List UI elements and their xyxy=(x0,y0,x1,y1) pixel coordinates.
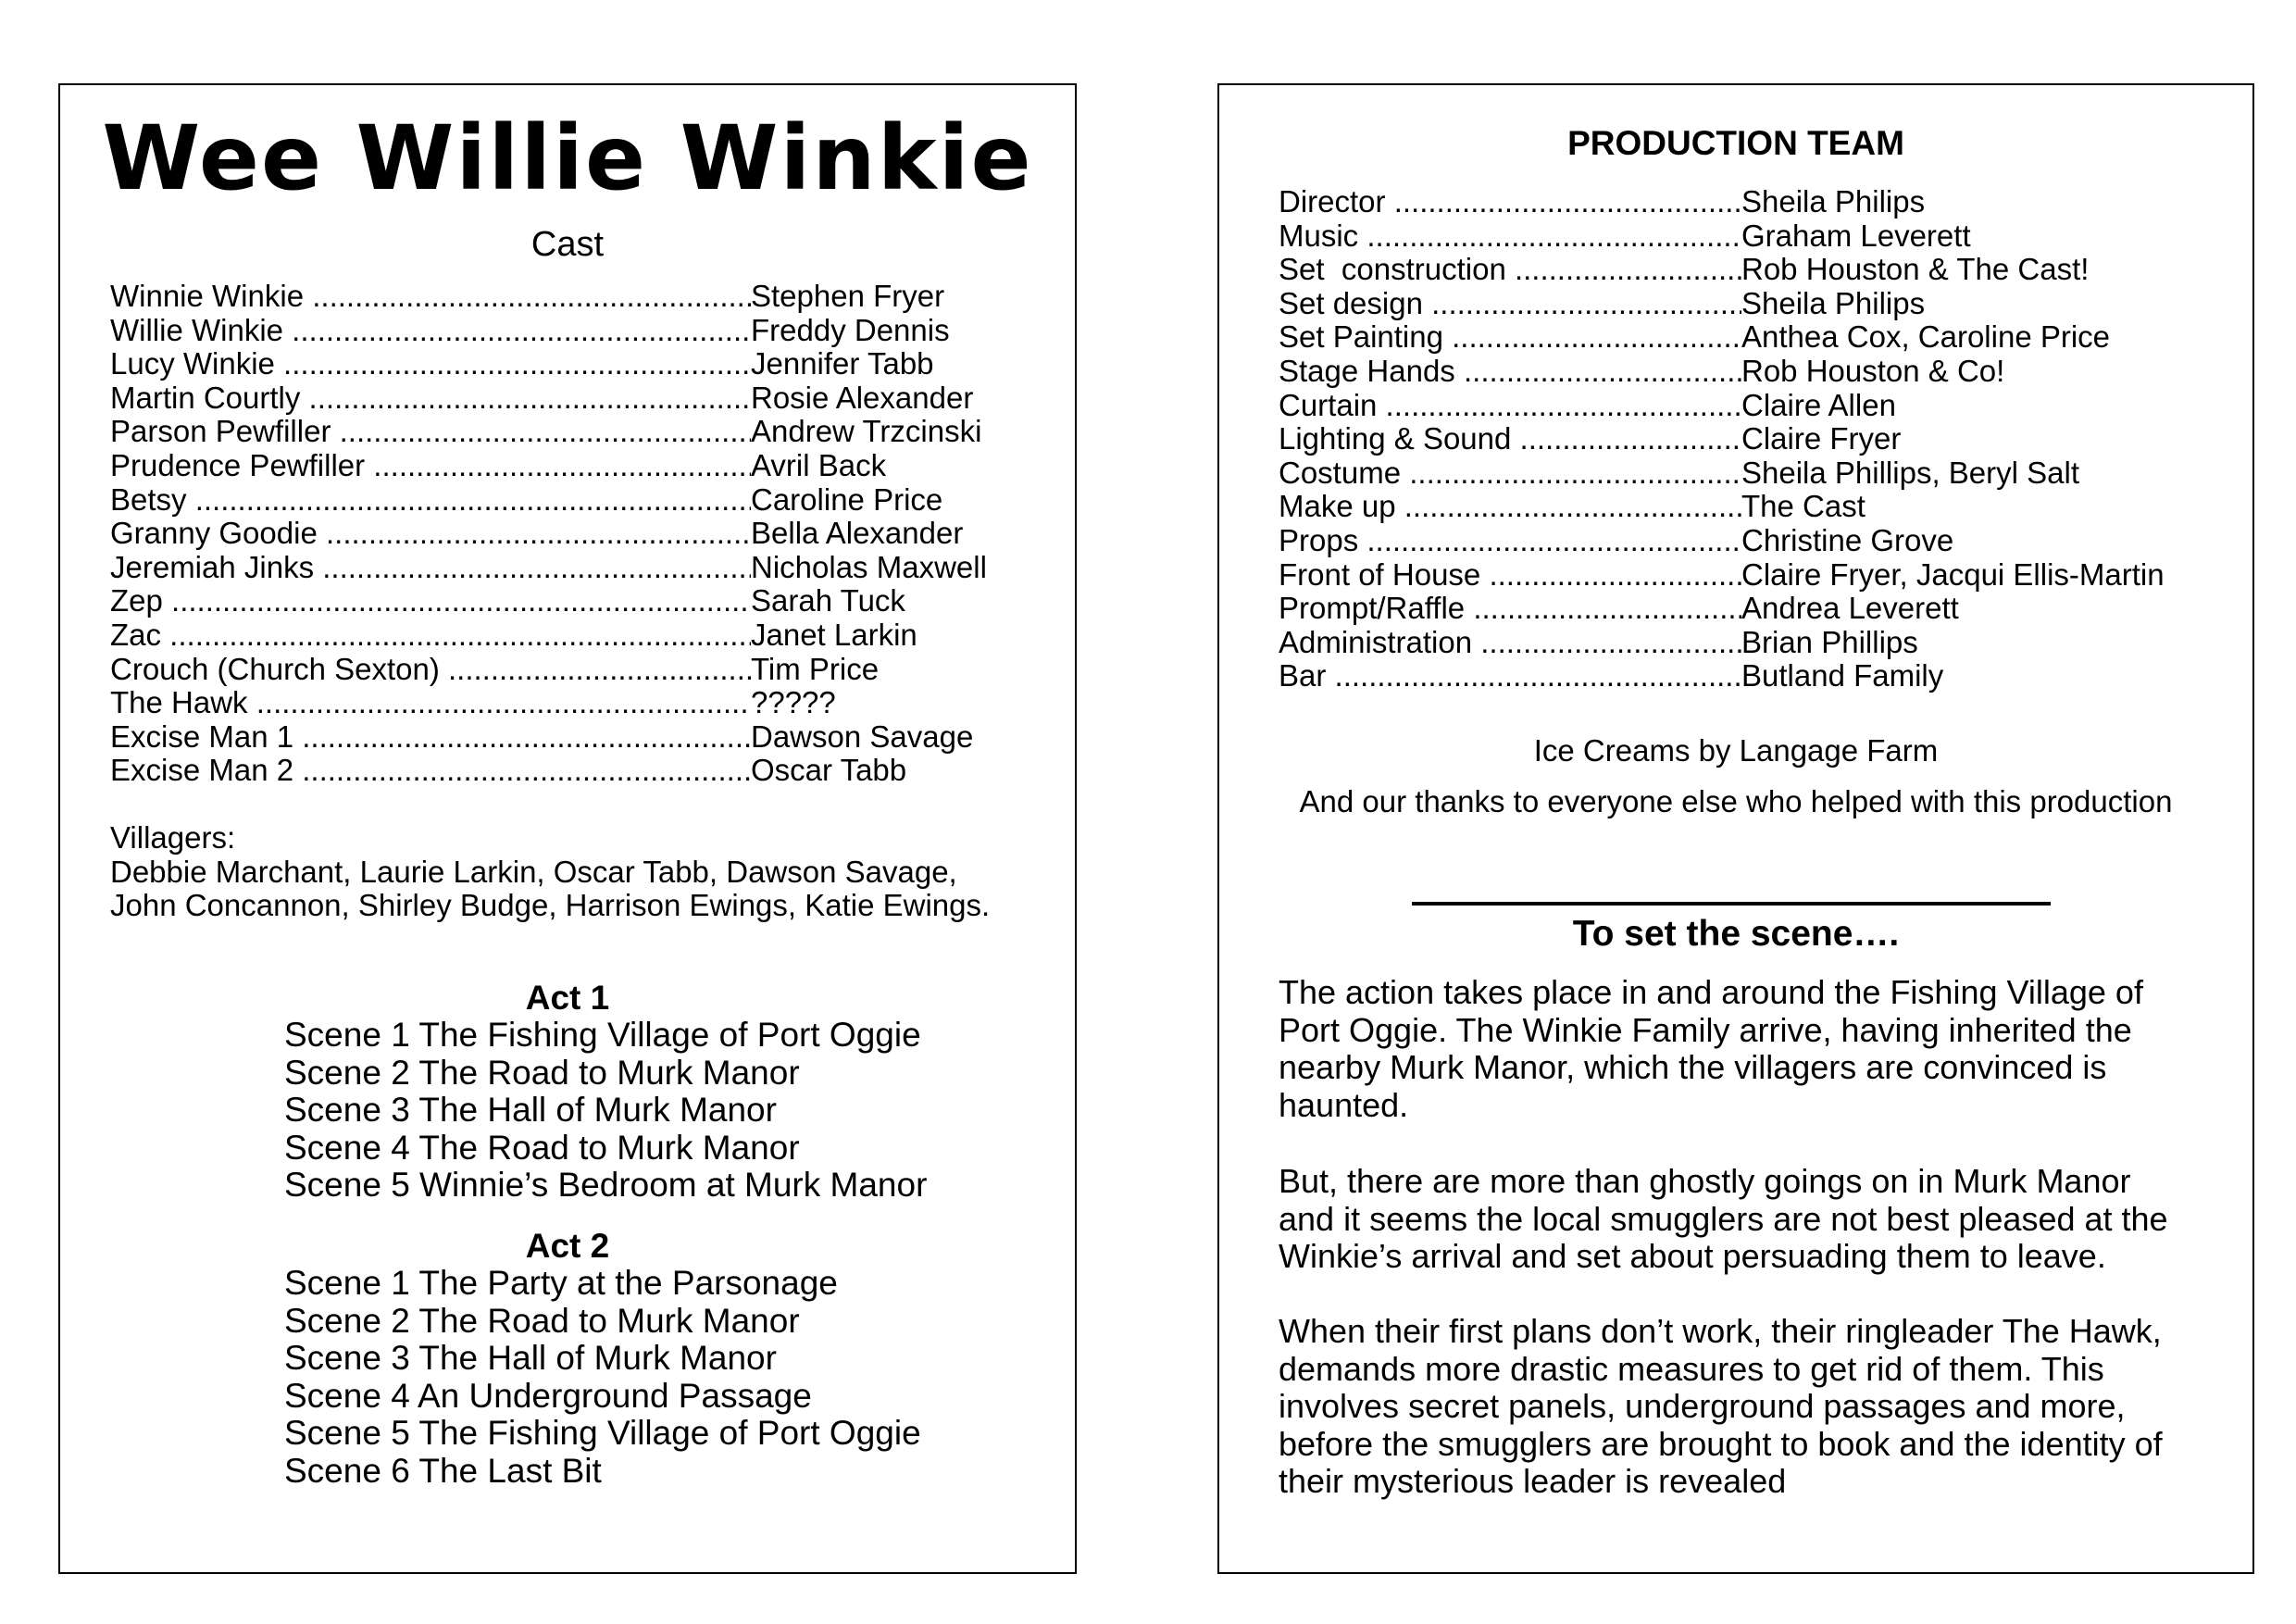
team-row xyxy=(1279,320,2165,355)
team-person: Butland Family xyxy=(1741,658,1944,693)
cast-row xyxy=(110,381,987,416)
set-the-scene-heading: To set the scene…. xyxy=(1572,914,1900,954)
act-2-scene-list xyxy=(284,1265,921,1491)
team-role: Set design ..... xyxy=(1279,287,1741,321)
team-person: Rob Houston & The Cast! xyxy=(1741,252,2090,287)
team-row xyxy=(1279,219,2165,254)
team-row xyxy=(1279,524,2165,558)
cast-row xyxy=(110,754,987,788)
scene-item: Scene 3 The Hall of Murk Manor xyxy=(284,1339,777,1378)
cast-actor: ????? xyxy=(751,685,836,720)
synopsis-line: their mysterious leader is revealed xyxy=(1279,1462,1787,1501)
team-person: Graham Leverett xyxy=(1741,218,1971,253)
scene-item: Scene 2 The Road to Murk Manor xyxy=(284,1301,800,1340)
team-role: Director ..... xyxy=(1279,185,1741,219)
team-person: Sheila Philips xyxy=(1741,184,1926,219)
synopsis-line: But, there are more than ghostly goings on in Murk Manor xyxy=(1279,1162,2131,1200)
cast-row xyxy=(110,483,987,518)
cast-row xyxy=(110,517,987,551)
cast-row xyxy=(110,347,987,381)
team-row xyxy=(1279,422,2165,456)
cast-actor: Freddy Dennis xyxy=(751,312,950,347)
cast-actor: Janet Larkin xyxy=(751,617,917,652)
team-row xyxy=(1279,355,2165,389)
team-person: Anthea Cox, Caroline Price xyxy=(1741,319,2111,355)
cast-role: The Hawk ..... xyxy=(110,686,751,720)
team-role: Administration ..... xyxy=(1279,626,1741,660)
cast-row xyxy=(110,551,987,585)
synopsis-line: demands more drastic measures to get rid of them. This xyxy=(1279,1349,2104,1388)
cast-row xyxy=(110,449,987,483)
scene-item: Scene 4 An Underground Passage xyxy=(284,1376,812,1415)
synopsis-line: Port Oggie. The Winkie Family arrive, having inherited the xyxy=(1279,1010,2132,1049)
scene-item: Scene 1 The Party at the Parsonage xyxy=(284,1264,838,1302)
cast-row xyxy=(110,618,987,653)
cast-row xyxy=(110,720,987,755)
production-page xyxy=(1217,83,2254,1574)
team-person: Andrea Leverett xyxy=(1741,591,1959,626)
villagers-line: Debbie Marchant, Laurie Larkin, Oscar Tabb, Dawson Savage, xyxy=(110,854,957,889)
cast-role: Zep ..... xyxy=(110,584,751,618)
team-person: The Cast xyxy=(1741,489,1866,524)
synopsis-line: The action takes place in and around the Fishing Village of xyxy=(1279,973,2143,1011)
synopsis-paragraph xyxy=(1279,1313,2241,1501)
synopsis-line: Winkie’s arrival and set about persuading them to leave. xyxy=(1279,1237,2106,1276)
cast-list xyxy=(110,280,987,788)
cast-page xyxy=(58,83,1077,1574)
cast-role: Crouch (Church Sexton) ..... xyxy=(110,653,751,687)
scene-item: Scene 2 The Road to Murk Manor xyxy=(284,1053,800,1092)
cast-role: Prudence Pewfiller ..... xyxy=(110,449,751,483)
team-row xyxy=(1279,659,2165,693)
team-person: Claire Fryer xyxy=(1741,421,1902,456)
cast-role: Excise Man 1 ..... xyxy=(110,720,751,755)
scene-item: Scene 3 The Hall of Murk Manor xyxy=(284,1091,777,1130)
scene-item: Scene 4 The Road to Murk Manor xyxy=(284,1128,800,1167)
cast-role: Excise Man 2 ..... xyxy=(110,754,751,788)
team-role: Music ..... xyxy=(1279,219,1741,254)
villagers-line: John Concannon, Shirley Budge, Harrison Ewings, Katie Ewings. xyxy=(110,888,991,923)
cast-actor: Jennifer Tabb xyxy=(751,346,934,381)
team-person: Sheila Philips xyxy=(1741,285,1926,320)
play-title: Wee Willie Winkie xyxy=(102,106,1033,210)
team-role: Costume ..... xyxy=(1279,456,1741,491)
cast-actor: Rosie Alexander xyxy=(751,380,974,415)
cast-row xyxy=(110,280,987,314)
synopsis-line: nearby Murk Manor, which the villagers are convinced is xyxy=(1279,1048,2107,1087)
team-person: Brian Phillips xyxy=(1741,624,1918,659)
team-person: Rob Houston & Co! xyxy=(1741,353,2005,388)
production-team-heading: PRODUCTION TEAM xyxy=(1567,124,1904,162)
team-role: Set construction ..... xyxy=(1279,253,1741,287)
team-row xyxy=(1279,185,2165,219)
act-1-heading: Act 1 xyxy=(525,979,610,1017)
section-divider xyxy=(1412,902,2051,906)
cast-row xyxy=(110,686,987,720)
act-1-scene-list xyxy=(284,1017,927,1205)
team-role: Front of House ..... xyxy=(1279,558,1741,593)
cast-role: Granny Goodie ..... xyxy=(110,517,751,551)
cast-role: Zac ..... xyxy=(110,618,751,653)
team-role: Bar ..... xyxy=(1279,659,1741,693)
synopsis-line: and it seems the local smugglers are not best pleased at the xyxy=(1279,1199,2168,1238)
synopsis-line: involves secret panels, underground passages and more, xyxy=(1279,1387,2126,1426)
team-row xyxy=(1279,389,2165,423)
team-row xyxy=(1279,253,2165,287)
cast-actor: Dawson Savage xyxy=(751,718,974,754)
cast-actor: Sarah Tuck xyxy=(751,583,905,618)
cast-row xyxy=(110,314,987,348)
villagers-label: Villagers: xyxy=(110,820,236,855)
cast-actor: Tim Price xyxy=(751,651,880,686)
scene-item: Scene 6 The Last Bit xyxy=(284,1451,602,1490)
cast-actor: Bella Alexander xyxy=(751,516,964,551)
synopsis-line: haunted. xyxy=(1279,1085,1409,1124)
team-person: Sheila Phillips, Beryl Salt xyxy=(1741,455,2079,490)
cast-actor: Oscar Tabb xyxy=(751,753,907,788)
cast-row xyxy=(110,653,987,687)
scene-item: Scene 5 The Fishing Village of Port Oggie xyxy=(284,1414,921,1453)
team-row xyxy=(1279,490,2165,524)
team-row xyxy=(1279,456,2165,491)
cast-actor: Andrew Trzcinski xyxy=(751,414,982,449)
team-role: Stage Hands ..... xyxy=(1279,355,1741,389)
thanks-line: And our thanks to everyone else who helped with this production xyxy=(1299,784,2173,818)
cast-role: Parson Pewfiller ..... xyxy=(110,415,751,449)
team-role: Props ..... xyxy=(1279,524,1741,558)
cast-role: Betsy ..... xyxy=(110,483,751,518)
synopsis-paragraph xyxy=(1279,1163,2241,1276)
team-person: Claire Allen xyxy=(1741,387,1896,422)
team-role: Set Painting ..... xyxy=(1279,320,1741,355)
cast-row xyxy=(110,584,987,618)
synopsis-line: before the smugglers are brought to book and the identity of xyxy=(1279,1424,2163,1463)
synopsis-paragraph xyxy=(1279,974,2241,1124)
team-row xyxy=(1279,592,2165,626)
cast-actor: Caroline Price xyxy=(751,481,943,517)
team-role: Curtain ..... xyxy=(1279,389,1741,423)
cast-heading: Cast xyxy=(530,225,605,264)
cast-actor: Avril Back xyxy=(751,447,887,482)
team-person: Christine Grove xyxy=(1741,522,1954,557)
team-role: Lighting & Sound ..... xyxy=(1279,422,1741,456)
team-role: Make up ..... xyxy=(1279,490,1741,524)
ice-creams-credit: Ice Creams by Langage Farm xyxy=(1533,733,1939,768)
cast-actor: Nicholas Maxwell xyxy=(751,549,987,584)
team-person: Claire Fryer, Jacqui Ellis-Martin xyxy=(1741,556,2165,592)
team-row xyxy=(1279,558,2165,593)
team-role: Prompt/Raffle ..... xyxy=(1279,592,1741,626)
production-team-list xyxy=(1279,185,2165,693)
team-row xyxy=(1279,287,2165,321)
cast-role: Martin Courtly ..... xyxy=(110,381,751,416)
act-2-heading: Act 2 xyxy=(525,1227,610,1265)
cast-actor: Stephen Fryer xyxy=(751,279,945,313)
villagers-block xyxy=(110,821,1064,923)
cast-role: Lucy Winkie ..... xyxy=(110,347,751,381)
cast-role: Winnie Winkie ..... xyxy=(110,280,751,314)
synopsis-line: When their first plans don’t work, their ringleader The Hawk, xyxy=(1279,1312,2162,1350)
team-row xyxy=(1279,626,2165,660)
scene-item: Scene 1 The Fishing Village of Port Oggie xyxy=(284,1016,921,1054)
cast-role: Willie Winkie ..... xyxy=(110,314,751,348)
scene-item: Scene 5 Winnie’s Bedroom at Murk Manor xyxy=(284,1166,928,1205)
cast-role: Jeremiah Jinks ..... xyxy=(110,551,751,585)
cast-row xyxy=(110,415,987,449)
